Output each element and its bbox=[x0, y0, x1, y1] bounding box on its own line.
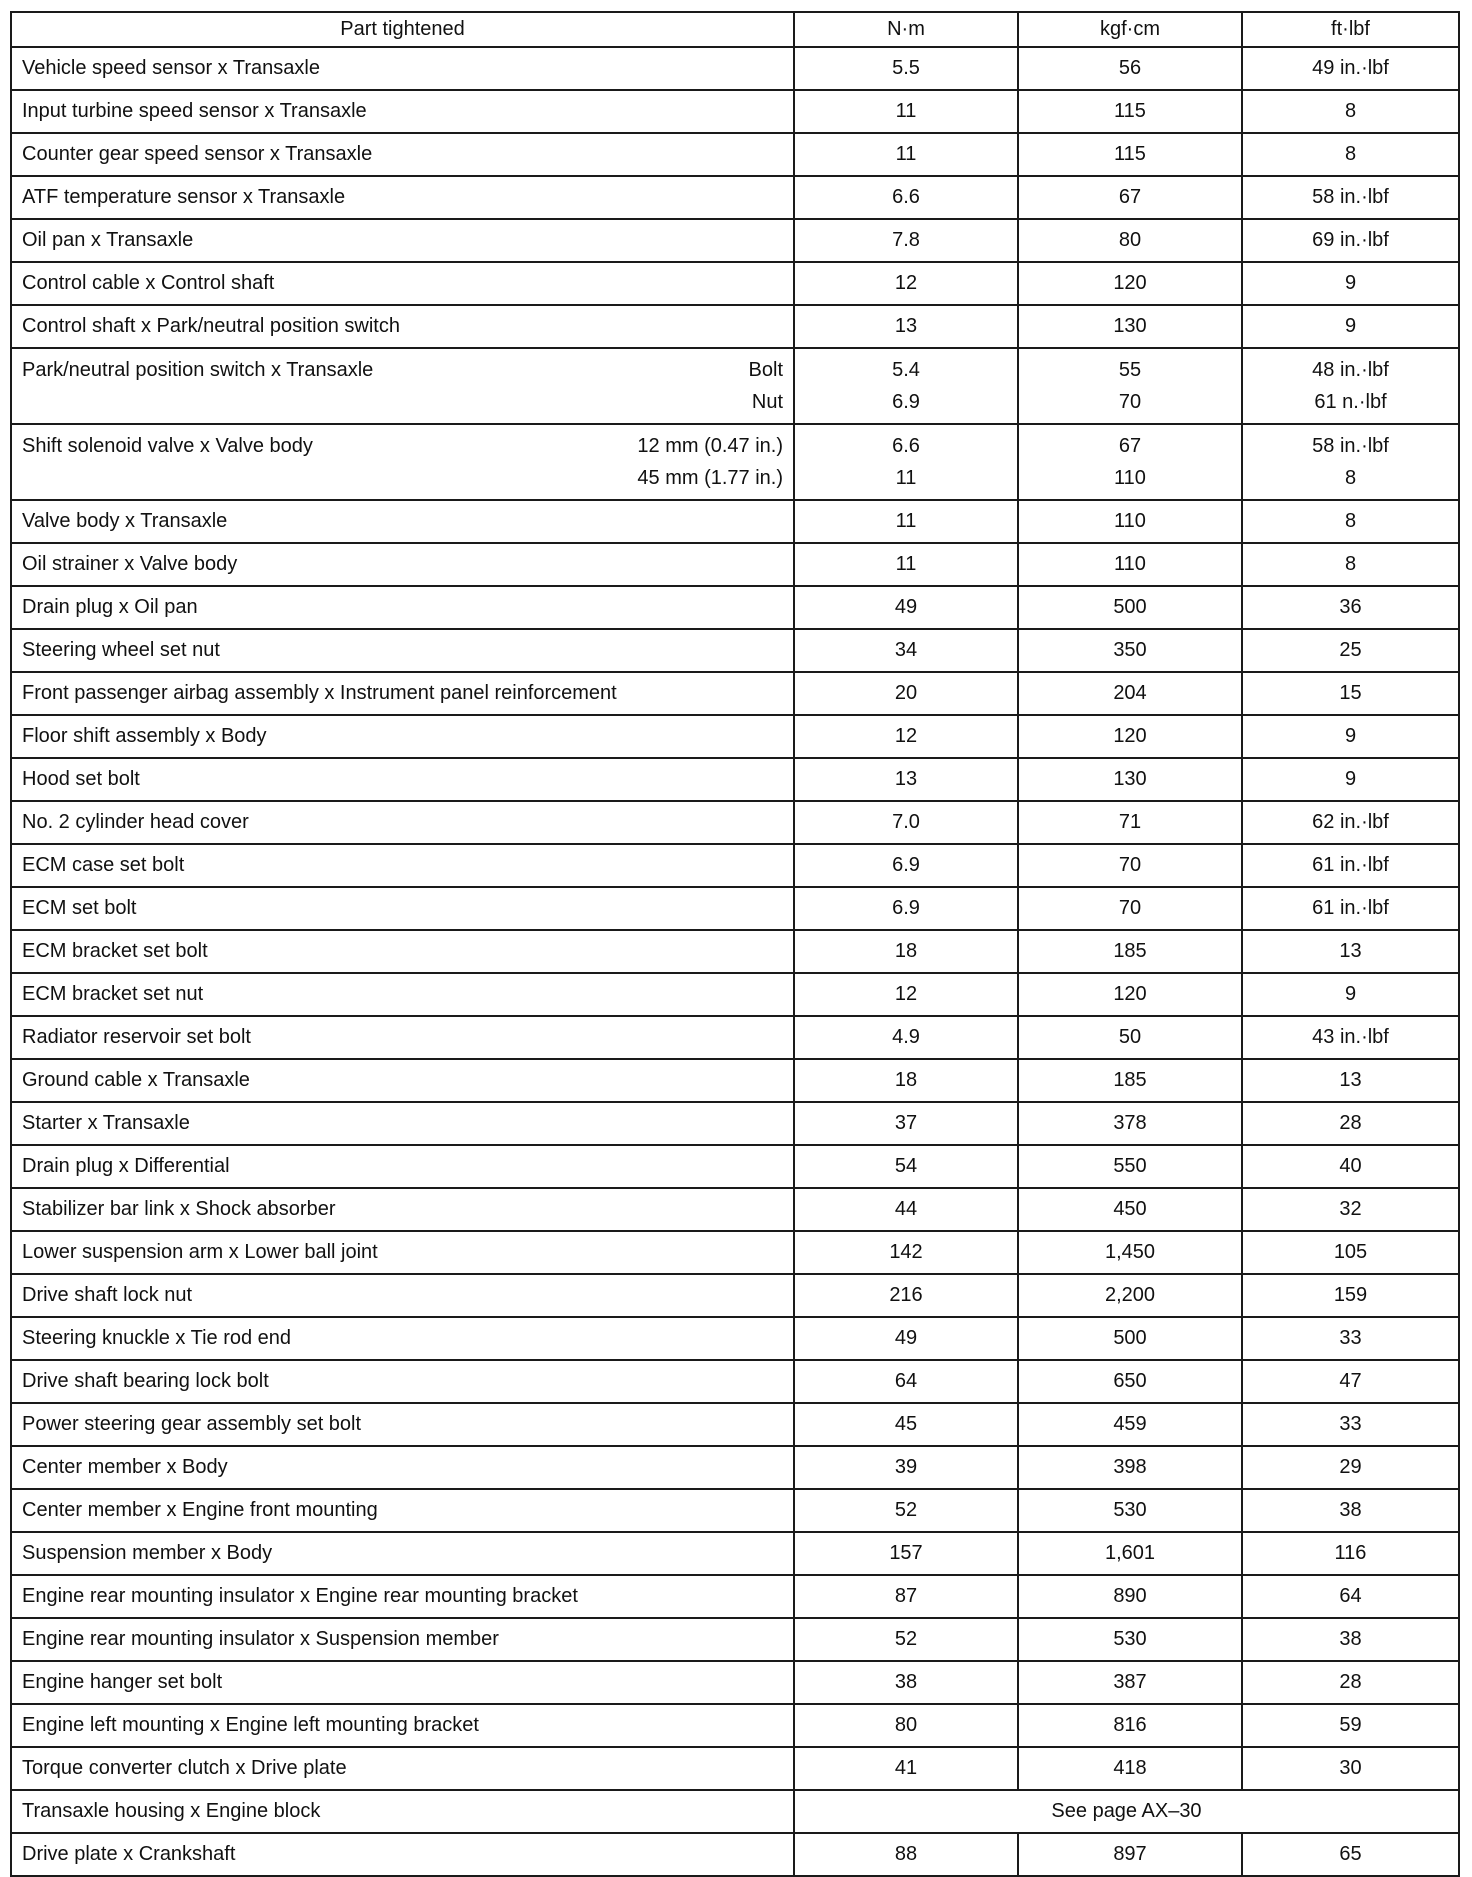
part-cell: Transaxle housing x Engine block bbox=[11, 1790, 794, 1833]
table-row bbox=[11, 1575, 1459, 1618]
nm-cell: 88 bbox=[794, 1833, 1018, 1876]
table-row bbox=[11, 1833, 1459, 1876]
table-row bbox=[11, 715, 1459, 758]
table-row bbox=[11, 887, 1459, 930]
nm-cell: 13 bbox=[794, 758, 1018, 801]
kgfcm-cell: 130 bbox=[1018, 305, 1242, 348]
nm-cell: 20 bbox=[794, 672, 1018, 715]
nm-cell-value: 5.4 bbox=[892, 359, 920, 381]
nm-cell: 157 bbox=[794, 1532, 1018, 1575]
ftlbf-cell: 65 bbox=[1242, 1833, 1459, 1876]
table-row bbox=[11, 930, 1459, 973]
table-row bbox=[11, 1016, 1459, 1059]
table-row bbox=[11, 1747, 1459, 1790]
table-row bbox=[11, 629, 1459, 672]
table-row bbox=[11, 90, 1459, 133]
part-cell: Oil strainer x Valve body bbox=[11, 543, 794, 586]
ftlbf-cell: 29 bbox=[1242, 1446, 1459, 1489]
table-row bbox=[11, 1532, 1459, 1575]
ftlbf-cell: 47 bbox=[1242, 1360, 1459, 1403]
kgfcm-cell: 816 bbox=[1018, 1704, 1242, 1747]
kgfcm-cell: 120 bbox=[1018, 262, 1242, 305]
kgfcm-cell: 115 bbox=[1018, 90, 1242, 133]
table-row bbox=[11, 758, 1459, 801]
table-row bbox=[11, 348, 1459, 424]
kgfcm-cell: 56 bbox=[1018, 47, 1242, 90]
ftlbf-cell: 62 in.·lbf bbox=[1242, 801, 1459, 844]
nm-cell: 142 bbox=[794, 1231, 1018, 1274]
table-row bbox=[11, 133, 1459, 176]
kgfcm-cell-value: 67 bbox=[1118, 435, 1142, 457]
part-cell: Front passenger airbag assembly x Instrument panel reinforcement bbox=[11, 672, 794, 715]
part-qualifier: Bolt bbox=[748, 359, 783, 381]
ftlbf-cell-value: 48 in.·lbf bbox=[1312, 359, 1389, 381]
nm-cell: 37 bbox=[794, 1102, 1018, 1145]
part-cell: Center member x Engine front mounting bbox=[11, 1489, 794, 1532]
nm-cell: 18 bbox=[794, 930, 1018, 973]
ftlbf-cell: 8 bbox=[1242, 543, 1459, 586]
nm-cell: 87 bbox=[794, 1575, 1018, 1618]
kgfcm-cell: 530 bbox=[1018, 1489, 1242, 1532]
kgfcm-cell-value: 55 bbox=[1118, 359, 1142, 381]
part-cell: Drive shaft lock nut bbox=[11, 1274, 794, 1317]
kgfcm-cell: 550 bbox=[1018, 1145, 1242, 1188]
table-row bbox=[11, 1618, 1459, 1661]
table-row bbox=[11, 672, 1459, 715]
nm-cell: 11 bbox=[794, 90, 1018, 133]
part-cell: Center member x Body bbox=[11, 1446, 794, 1489]
nm-cell bbox=[794, 348, 1018, 424]
kgfcm-cell: 1,450 bbox=[1018, 1231, 1242, 1274]
ftlbf-cell: 64 bbox=[1242, 1575, 1459, 1618]
part-cell: Power steering gear assembly set bolt bbox=[11, 1403, 794, 1446]
ftlbf-cell: 15 bbox=[1242, 672, 1459, 715]
kgfcm-cell: 2,200 bbox=[1018, 1274, 1242, 1317]
part-cell: Engine rear mounting insulator x Engine rear mounting bracket bbox=[11, 1575, 794, 1618]
ftlbf-cell: 9 bbox=[1242, 715, 1459, 758]
kgfcm-cell: 897 bbox=[1018, 1833, 1242, 1876]
ftlbf-cell: 105 bbox=[1242, 1231, 1459, 1274]
table-row bbox=[11, 1188, 1459, 1231]
part-cell: Counter gear speed sensor x Transaxle bbox=[11, 133, 794, 176]
part-cell: Control shaft x Park/neutral position switch bbox=[11, 305, 794, 348]
ftlbf-cell: 8 bbox=[1242, 90, 1459, 133]
table-body bbox=[11, 47, 1459, 1876]
nm-cell: 80 bbox=[794, 1704, 1018, 1747]
kgfcm-cell: 530 bbox=[1018, 1618, 1242, 1661]
table-row bbox=[11, 586, 1459, 629]
table-row bbox=[11, 1317, 1459, 1360]
kgfcm-cell: 110 bbox=[1018, 500, 1242, 543]
kgfcm-cell: 387 bbox=[1018, 1661, 1242, 1704]
table-row bbox=[11, 1790, 1459, 1833]
ftlbf-cell: 9 bbox=[1242, 262, 1459, 305]
part-cell: Drain plug x Oil pan bbox=[11, 586, 794, 629]
kgfcm-cell: 650 bbox=[1018, 1360, 1242, 1403]
ftlbf-cell: 9 bbox=[1242, 973, 1459, 1016]
header-part: Part tightened bbox=[11, 12, 794, 47]
ftlbf-cell: 61 in.·lbf bbox=[1242, 887, 1459, 930]
table-row bbox=[11, 219, 1459, 262]
part-cell: Starter x Transaxle bbox=[11, 1102, 794, 1145]
part-qualifier: 12 mm (0.47 in.) bbox=[637, 435, 783, 457]
part-cell: Valve body x Transaxle bbox=[11, 500, 794, 543]
ftlbf-cell-value: 8 bbox=[1344, 467, 1357, 489]
ftlbf-cell: 32 bbox=[1242, 1188, 1459, 1231]
part-cell: ECM case set bolt bbox=[11, 844, 794, 887]
part-cell: Radiator reservoir set bolt bbox=[11, 1016, 794, 1059]
part-cell: Engine left mounting x Engine left mounting bracket bbox=[11, 1704, 794, 1747]
kgfcm-cell: 1,601 bbox=[1018, 1532, 1242, 1575]
part-cell: Drive plate x Crankshaft bbox=[11, 1833, 794, 1876]
ftlbf-cell: 69 in.·lbf bbox=[1242, 219, 1459, 262]
kgfcm-cell: 500 bbox=[1018, 586, 1242, 629]
nm-cell: 5.5 bbox=[794, 47, 1018, 90]
kgfcm-cell: 120 bbox=[1018, 973, 1242, 1016]
part-cell: Drain plug x Differential bbox=[11, 1145, 794, 1188]
ftlbf-cell: 30 bbox=[1242, 1747, 1459, 1790]
table-row bbox=[11, 1704, 1459, 1747]
part-name: Shift solenoid valve x Valve body bbox=[22, 435, 313, 457]
part-cell: Steering wheel set nut bbox=[11, 629, 794, 672]
part-cell: Suspension member x Body bbox=[11, 1532, 794, 1575]
nm-cell: 52 bbox=[794, 1489, 1018, 1532]
table-row bbox=[11, 801, 1459, 844]
ftlbf-cell: 40 bbox=[1242, 1145, 1459, 1188]
part-cell: Stabilizer bar link x Shock absorber bbox=[11, 1188, 794, 1231]
table-row bbox=[11, 1489, 1459, 1532]
ftlbf-cell: 33 bbox=[1242, 1317, 1459, 1360]
part-cell bbox=[11, 424, 794, 500]
table-row bbox=[11, 1446, 1459, 1489]
kgfcm-cell: 130 bbox=[1018, 758, 1242, 801]
nm-cell: 38 bbox=[794, 1661, 1018, 1704]
ftlbf-cell: 8 bbox=[1242, 500, 1459, 543]
kgfcm-cell: 80 bbox=[1018, 219, 1242, 262]
nm-cell: 6.9 bbox=[794, 887, 1018, 930]
kgfcm-cell: 67 bbox=[1018, 176, 1242, 219]
nm-cell: 54 bbox=[794, 1145, 1018, 1188]
nm-cell: 18 bbox=[794, 1059, 1018, 1102]
kgfcm-cell: 70 bbox=[1018, 887, 1242, 930]
kgfcm-cell bbox=[1018, 424, 1242, 500]
table-row bbox=[11, 1360, 1459, 1403]
part-cell: Ground cable x Transaxle bbox=[11, 1059, 794, 1102]
kgfcm-cell: 70 bbox=[1018, 844, 1242, 887]
nm-cell: 12 bbox=[794, 973, 1018, 1016]
part-cell: Torque converter clutch x Drive plate bbox=[11, 1747, 794, 1790]
nm-cell: 6.9 bbox=[794, 844, 1018, 887]
ftlbf-cell: 13 bbox=[1242, 930, 1459, 973]
table-row bbox=[11, 262, 1459, 305]
table-row bbox=[11, 305, 1459, 348]
part-qualifier: Nut bbox=[751, 391, 783, 413]
ftlbf-cell: 25 bbox=[1242, 629, 1459, 672]
ftlbf-cell: 159 bbox=[1242, 1274, 1459, 1317]
part-cell: ECM bracket set nut bbox=[11, 973, 794, 1016]
ftlbf-cell: 61 in.·lbf bbox=[1242, 844, 1459, 887]
kgfcm-cell: 110 bbox=[1018, 543, 1242, 586]
ftlbf-cell: 33 bbox=[1242, 1403, 1459, 1446]
nm-cell: 216 bbox=[794, 1274, 1018, 1317]
part-cell: Engine hanger set bolt bbox=[11, 1661, 794, 1704]
ftlbf-cell: 49 in.·lbf bbox=[1242, 47, 1459, 90]
nm-cell: 39 bbox=[794, 1446, 1018, 1489]
kgfcm-cell: 378 bbox=[1018, 1102, 1242, 1145]
table-row bbox=[11, 973, 1459, 1016]
nm-cell: 49 bbox=[794, 586, 1018, 629]
reference-note: See page AX–30 bbox=[794, 1790, 1459, 1833]
kgfcm-cell: 890 bbox=[1018, 1575, 1242, 1618]
part-qualifier: 45 mm (1.77 in.) bbox=[637, 467, 783, 489]
header-row bbox=[11, 12, 1459, 47]
kgfcm-cell-value: 70 bbox=[1118, 391, 1142, 413]
table-row bbox=[11, 844, 1459, 887]
part-cell: Steering knuckle x Tie rod end bbox=[11, 1317, 794, 1360]
nm-cell: 41 bbox=[794, 1747, 1018, 1790]
table-row bbox=[11, 500, 1459, 543]
part-cell: Lower suspension arm x Lower ball joint bbox=[11, 1231, 794, 1274]
part-cell: ECM set bolt bbox=[11, 887, 794, 930]
kgfcm-cell: 459 bbox=[1018, 1403, 1242, 1446]
part-name: Park/neutral position switch x Transaxle bbox=[22, 359, 374, 381]
nm-cell: 49 bbox=[794, 1317, 1018, 1360]
nm-cell: 4.9 bbox=[794, 1016, 1018, 1059]
header-nm: N·m bbox=[794, 12, 1018, 47]
ftlbf-cell bbox=[1242, 348, 1459, 424]
nm-cell: 52 bbox=[794, 1618, 1018, 1661]
part-cell: Hood set bolt bbox=[11, 758, 794, 801]
table-row bbox=[11, 176, 1459, 219]
ftlbf-cell-value: 58 in.·lbf bbox=[1312, 435, 1389, 457]
kgfcm-cell: 418 bbox=[1018, 1747, 1242, 1790]
part-cell: Control cable x Control shaft bbox=[11, 262, 794, 305]
part-cell: No. 2 cylinder head cover bbox=[11, 801, 794, 844]
table-row bbox=[11, 1231, 1459, 1274]
ftlbf-cell bbox=[1242, 424, 1459, 500]
part-cell: Floor shift assembly x Body bbox=[11, 715, 794, 758]
kgfcm-cell: 398 bbox=[1018, 1446, 1242, 1489]
kgfcm-cell-value: 110 bbox=[1114, 467, 1146, 489]
part-cell: Drive shaft bearing lock bolt bbox=[11, 1360, 794, 1403]
ftlbf-cell: 116 bbox=[1242, 1532, 1459, 1575]
table-row bbox=[11, 1102, 1459, 1145]
table-row bbox=[11, 47, 1459, 90]
ftlbf-cell: 59 bbox=[1242, 1704, 1459, 1747]
nm-cell: 12 bbox=[794, 262, 1018, 305]
nm-cell: 34 bbox=[794, 629, 1018, 672]
part-cell bbox=[11, 348, 794, 424]
ftlbf-cell: 13 bbox=[1242, 1059, 1459, 1102]
kgfcm-cell: 204 bbox=[1018, 672, 1242, 715]
nm-cell-value: 6.9 bbox=[892, 391, 920, 413]
table-row bbox=[11, 543, 1459, 586]
nm-cell: 6.6 bbox=[794, 176, 1018, 219]
nm-cell-value: 11 bbox=[895, 467, 917, 489]
kgfcm-cell: 500 bbox=[1018, 1317, 1242, 1360]
nm-cell: 11 bbox=[794, 133, 1018, 176]
ftlbf-cell: 9 bbox=[1242, 305, 1459, 348]
ftlbf-cell: 58 in.·lbf bbox=[1242, 176, 1459, 219]
ftlbf-cell-value: 61 n.·lbf bbox=[1314, 391, 1387, 413]
header-kgfcm: kgf·cm bbox=[1018, 12, 1242, 47]
nm-cell: 13 bbox=[794, 305, 1018, 348]
ftlbf-cell: 43 in.·lbf bbox=[1242, 1016, 1459, 1059]
kgfcm-cell: 450 bbox=[1018, 1188, 1242, 1231]
table-row bbox=[11, 1145, 1459, 1188]
kgfcm-cell bbox=[1018, 348, 1242, 424]
kgfcm-cell: 50 bbox=[1018, 1016, 1242, 1059]
nm-cell: 11 bbox=[794, 500, 1018, 543]
part-cell: Engine rear mounting insulator x Suspension member bbox=[11, 1618, 794, 1661]
kgfcm-cell: 120 bbox=[1018, 715, 1242, 758]
kgfcm-cell: 71 bbox=[1018, 801, 1242, 844]
nm-cell: 45 bbox=[794, 1403, 1018, 1446]
table-row bbox=[11, 1403, 1459, 1446]
kgfcm-cell: 350 bbox=[1018, 629, 1242, 672]
part-cell: Vehicle speed sensor x Transaxle bbox=[11, 47, 794, 90]
part-cell: Input turbine speed sensor x Transaxle bbox=[11, 90, 794, 133]
nm-cell: 64 bbox=[794, 1360, 1018, 1403]
torque-spec-table bbox=[10, 11, 1460, 1877]
kgfcm-cell: 185 bbox=[1018, 930, 1242, 973]
nm-cell: 12 bbox=[794, 715, 1018, 758]
table-row bbox=[11, 1274, 1459, 1317]
nm-cell-value: 6.6 bbox=[892, 435, 920, 457]
table-row bbox=[11, 424, 1459, 500]
header-ftlbf: ft·lbf bbox=[1242, 12, 1459, 47]
nm-cell bbox=[794, 424, 1018, 500]
kgfcm-cell: 185 bbox=[1018, 1059, 1242, 1102]
nm-cell: 7.0 bbox=[794, 801, 1018, 844]
table-row bbox=[11, 1661, 1459, 1704]
nm-cell: 11 bbox=[794, 543, 1018, 586]
part-cell: ATF temperature sensor x Transaxle bbox=[11, 176, 794, 219]
ftlbf-cell: 38 bbox=[1242, 1618, 1459, 1661]
part-cell: Oil pan x Transaxle bbox=[11, 219, 794, 262]
kgfcm-cell: 115 bbox=[1018, 133, 1242, 176]
table-row bbox=[11, 1059, 1459, 1102]
nm-cell: 44 bbox=[794, 1188, 1018, 1231]
ftlbf-cell: 9 bbox=[1242, 758, 1459, 801]
ftlbf-cell: 28 bbox=[1242, 1102, 1459, 1145]
nm-cell: 7.8 bbox=[794, 219, 1018, 262]
ftlbf-cell: 36 bbox=[1242, 586, 1459, 629]
part-cell: ECM bracket set bolt bbox=[11, 930, 794, 973]
ftlbf-cell: 8 bbox=[1242, 133, 1459, 176]
ftlbf-cell: 28 bbox=[1242, 1661, 1459, 1704]
ftlbf-cell: 38 bbox=[1242, 1489, 1459, 1532]
